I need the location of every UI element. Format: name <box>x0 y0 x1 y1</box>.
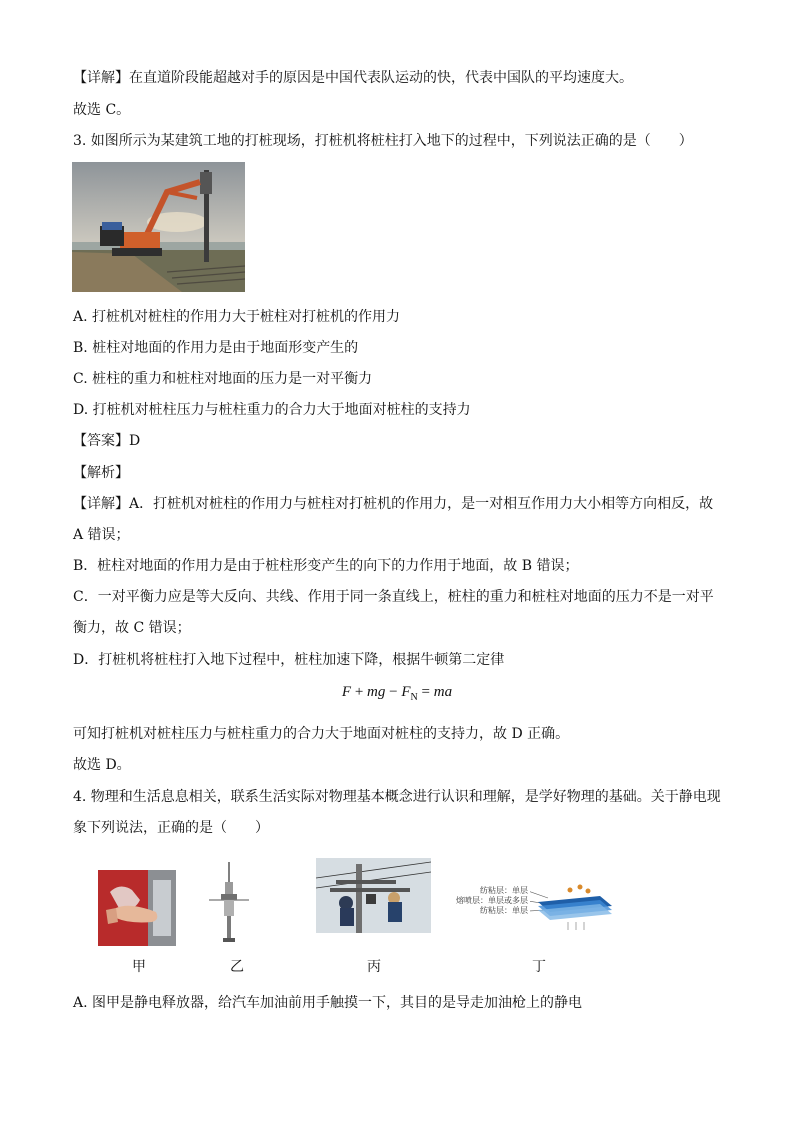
newton-formula: F + mg − $F_N$ = ma <box>341 684 453 703</box>
detail-c: C．一对平衡力应是等大反向、共线、作用于同一条直线上，桩柱的重力和桩柱对地面的压力不是一对平 <box>73 589 714 605</box>
detail-b: B．桩柱对地面的作用力是由于桩柱形变产生的向下的力作用于地面，故 B 错误； <box>73 558 579 574</box>
layer-label-middle: 熔喷层：单层或多层 <box>456 896 528 905</box>
option-a: A. 打桩机对桩柱的作用力大于桩柱对打桩机的作用力 <box>73 309 401 325</box>
answer-line: 【答案】D <box>73 433 141 449</box>
detail-c-cont: 衡力，故 C 错误； <box>73 620 191 636</box>
detail-d-conclusion: 可知打桩机对桩柱压力与桩柱重力的合力大于地面对桩柱的支持力，故 D 正确。 <box>73 726 570 742</box>
analysis-heading: 【解析】 <box>73 465 129 481</box>
choice-conclusion: 故选 C。 <box>73 102 131 118</box>
option-d: D. 打桩机对桩柱压力与桩柱重力的合力大于地面对桩柱的支持力 <box>73 402 471 418</box>
question-3-stem: 3. 如图所示为某建筑工地的打桩现场，打桩机将桩柱打入地下的过程中，下列说法正确的是（ ） <box>73 133 693 149</box>
question-4-stem-cont: 象下列说法，正确的是（ ） <box>73 820 269 836</box>
question-4-stem: 4. 物理和生活息息相关，联系生活实际对物理基本概念进行认识和理解，是学好物理的基础。关于静电现 <box>73 789 721 805</box>
layer-label-top: 纺粘层：单层 <box>480 886 528 895</box>
option-c: C. 桩柱的重力和桩柱对地面的压力是一对平衡力 <box>73 371 373 387</box>
layer-label-bottom: 纺粘层：单层 <box>480 906 528 915</box>
explanation-line: 【详解】在直道阶段能超越对手的原因是中国代表队运动的快，代表中国队的平均速度大。 <box>73 70 633 86</box>
detail-a-cont: A 错误； <box>73 527 130 543</box>
power-line-work-photo <box>316 858 431 933</box>
pile-driver-photo <box>72 162 245 292</box>
option-b: B. 桩柱对地面的作用力是由于地面形变产生的 <box>73 340 359 356</box>
fabric-layers-graphic <box>530 882 614 932</box>
figure-label-bing: 丙 <box>367 959 381 975</box>
mask-layers-diagram <box>444 882 614 932</box>
detail-a: 【详解】A．打桩机对桩柱的作用力与桩柱对打桩机的作用力，是一对相互作用力大小相等方向相反，故 <box>73 496 714 512</box>
static-release-photo <box>98 870 176 946</box>
detail-d: D．打桩机将桩柱打入地下过程中，桩柱加速下降，根据牛顿第二定律 <box>73 652 505 668</box>
figure-label-jia: 甲 <box>132 959 146 975</box>
question-4-option-a: A. 图甲是静电释放器，给汽车加油前用手触摸一下，其目的是导走加油枪上的静电 <box>73 995 583 1011</box>
figure-label-yi: 乙 <box>230 959 244 975</box>
choice-conclusion-2: 故选 D。 <box>73 757 131 773</box>
figure-label-ding: 丁 <box>532 959 546 975</box>
lightning-rod-image <box>205 860 253 944</box>
